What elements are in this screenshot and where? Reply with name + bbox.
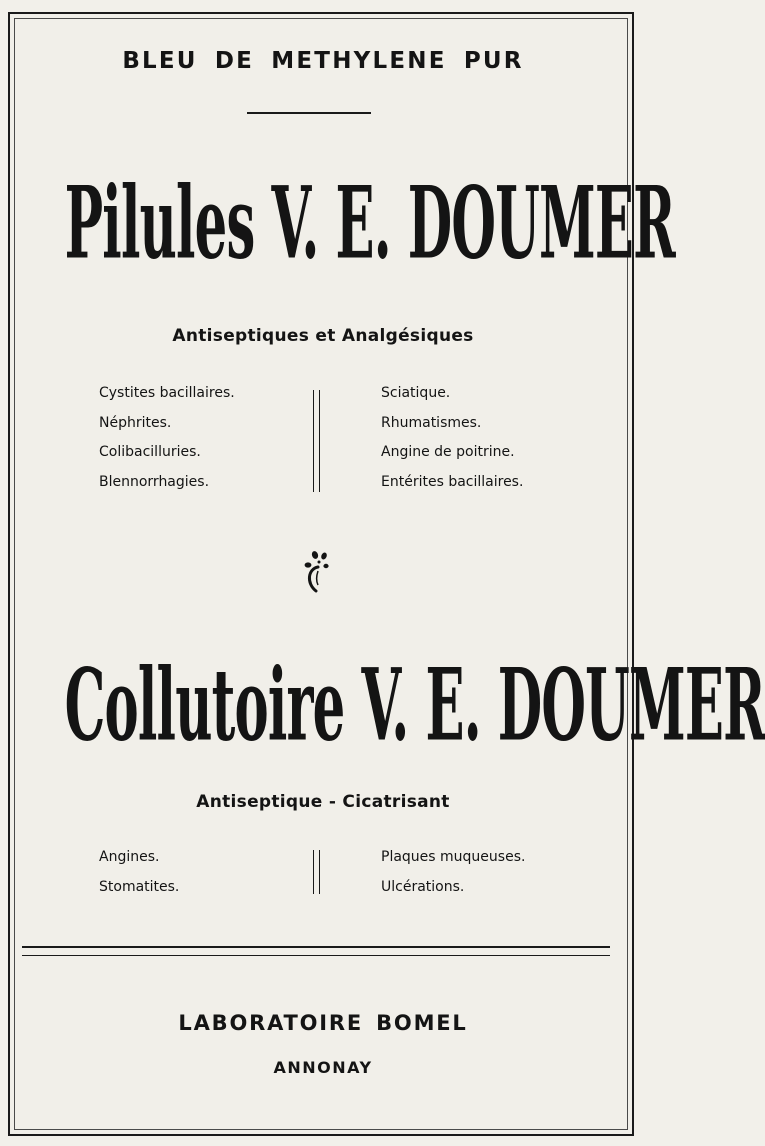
list-item: Plaques muqueuses. <box>381 849 526 865</box>
laboratory-name: LABORATOIRE BOMEL <box>178 1011 468 1035</box>
footer-divider <box>22 946 610 956</box>
laboratory-city: ANNONAY <box>273 1058 373 1077</box>
floral-ornament-icon <box>294 545 334 597</box>
list-item: Ulcérations. <box>381 878 465 895</box>
product-2-name: Collutoire V. E. DOUMER <box>64 648 765 765</box>
product-2-indications-right <box>381 843 525 902</box>
list-item: Sciatique. <box>381 385 451 401</box>
list-item: Angines. <box>99 849 160 865</box>
list-item: Rhumatismes. <box>381 414 482 431</box>
list-item: Blennorrhagies. <box>99 473 210 490</box>
product-1-indications-left <box>99 379 235 497</box>
product-1-subtitle: Antiseptiques et Analgésiques <box>172 326 474 346</box>
product-1-indications-right <box>381 379 523 497</box>
product-2-subtitle: Antiseptique - Cicatrisant <box>196 792 450 812</box>
product-2-indications-left <box>99 843 179 902</box>
list-item: Colibacilluries. <box>99 444 201 460</box>
column-divider <box>313 850 320 894</box>
list-item: Stomatites. <box>99 878 180 895</box>
column-divider <box>313 390 320 492</box>
list-item: Entérites bacillaires. <box>381 473 524 490</box>
header-title: BLEU DE METHYLENE PUR <box>122 48 524 74</box>
product-1-name: Pilules V. E. DOUMER <box>64 166 675 283</box>
header-divider <box>247 112 371 114</box>
list-item: Cystites bacillaires. <box>99 385 235 401</box>
list-item: Angine de poitrine. <box>381 444 515 460</box>
list-item: Néphrites. <box>99 414 172 431</box>
